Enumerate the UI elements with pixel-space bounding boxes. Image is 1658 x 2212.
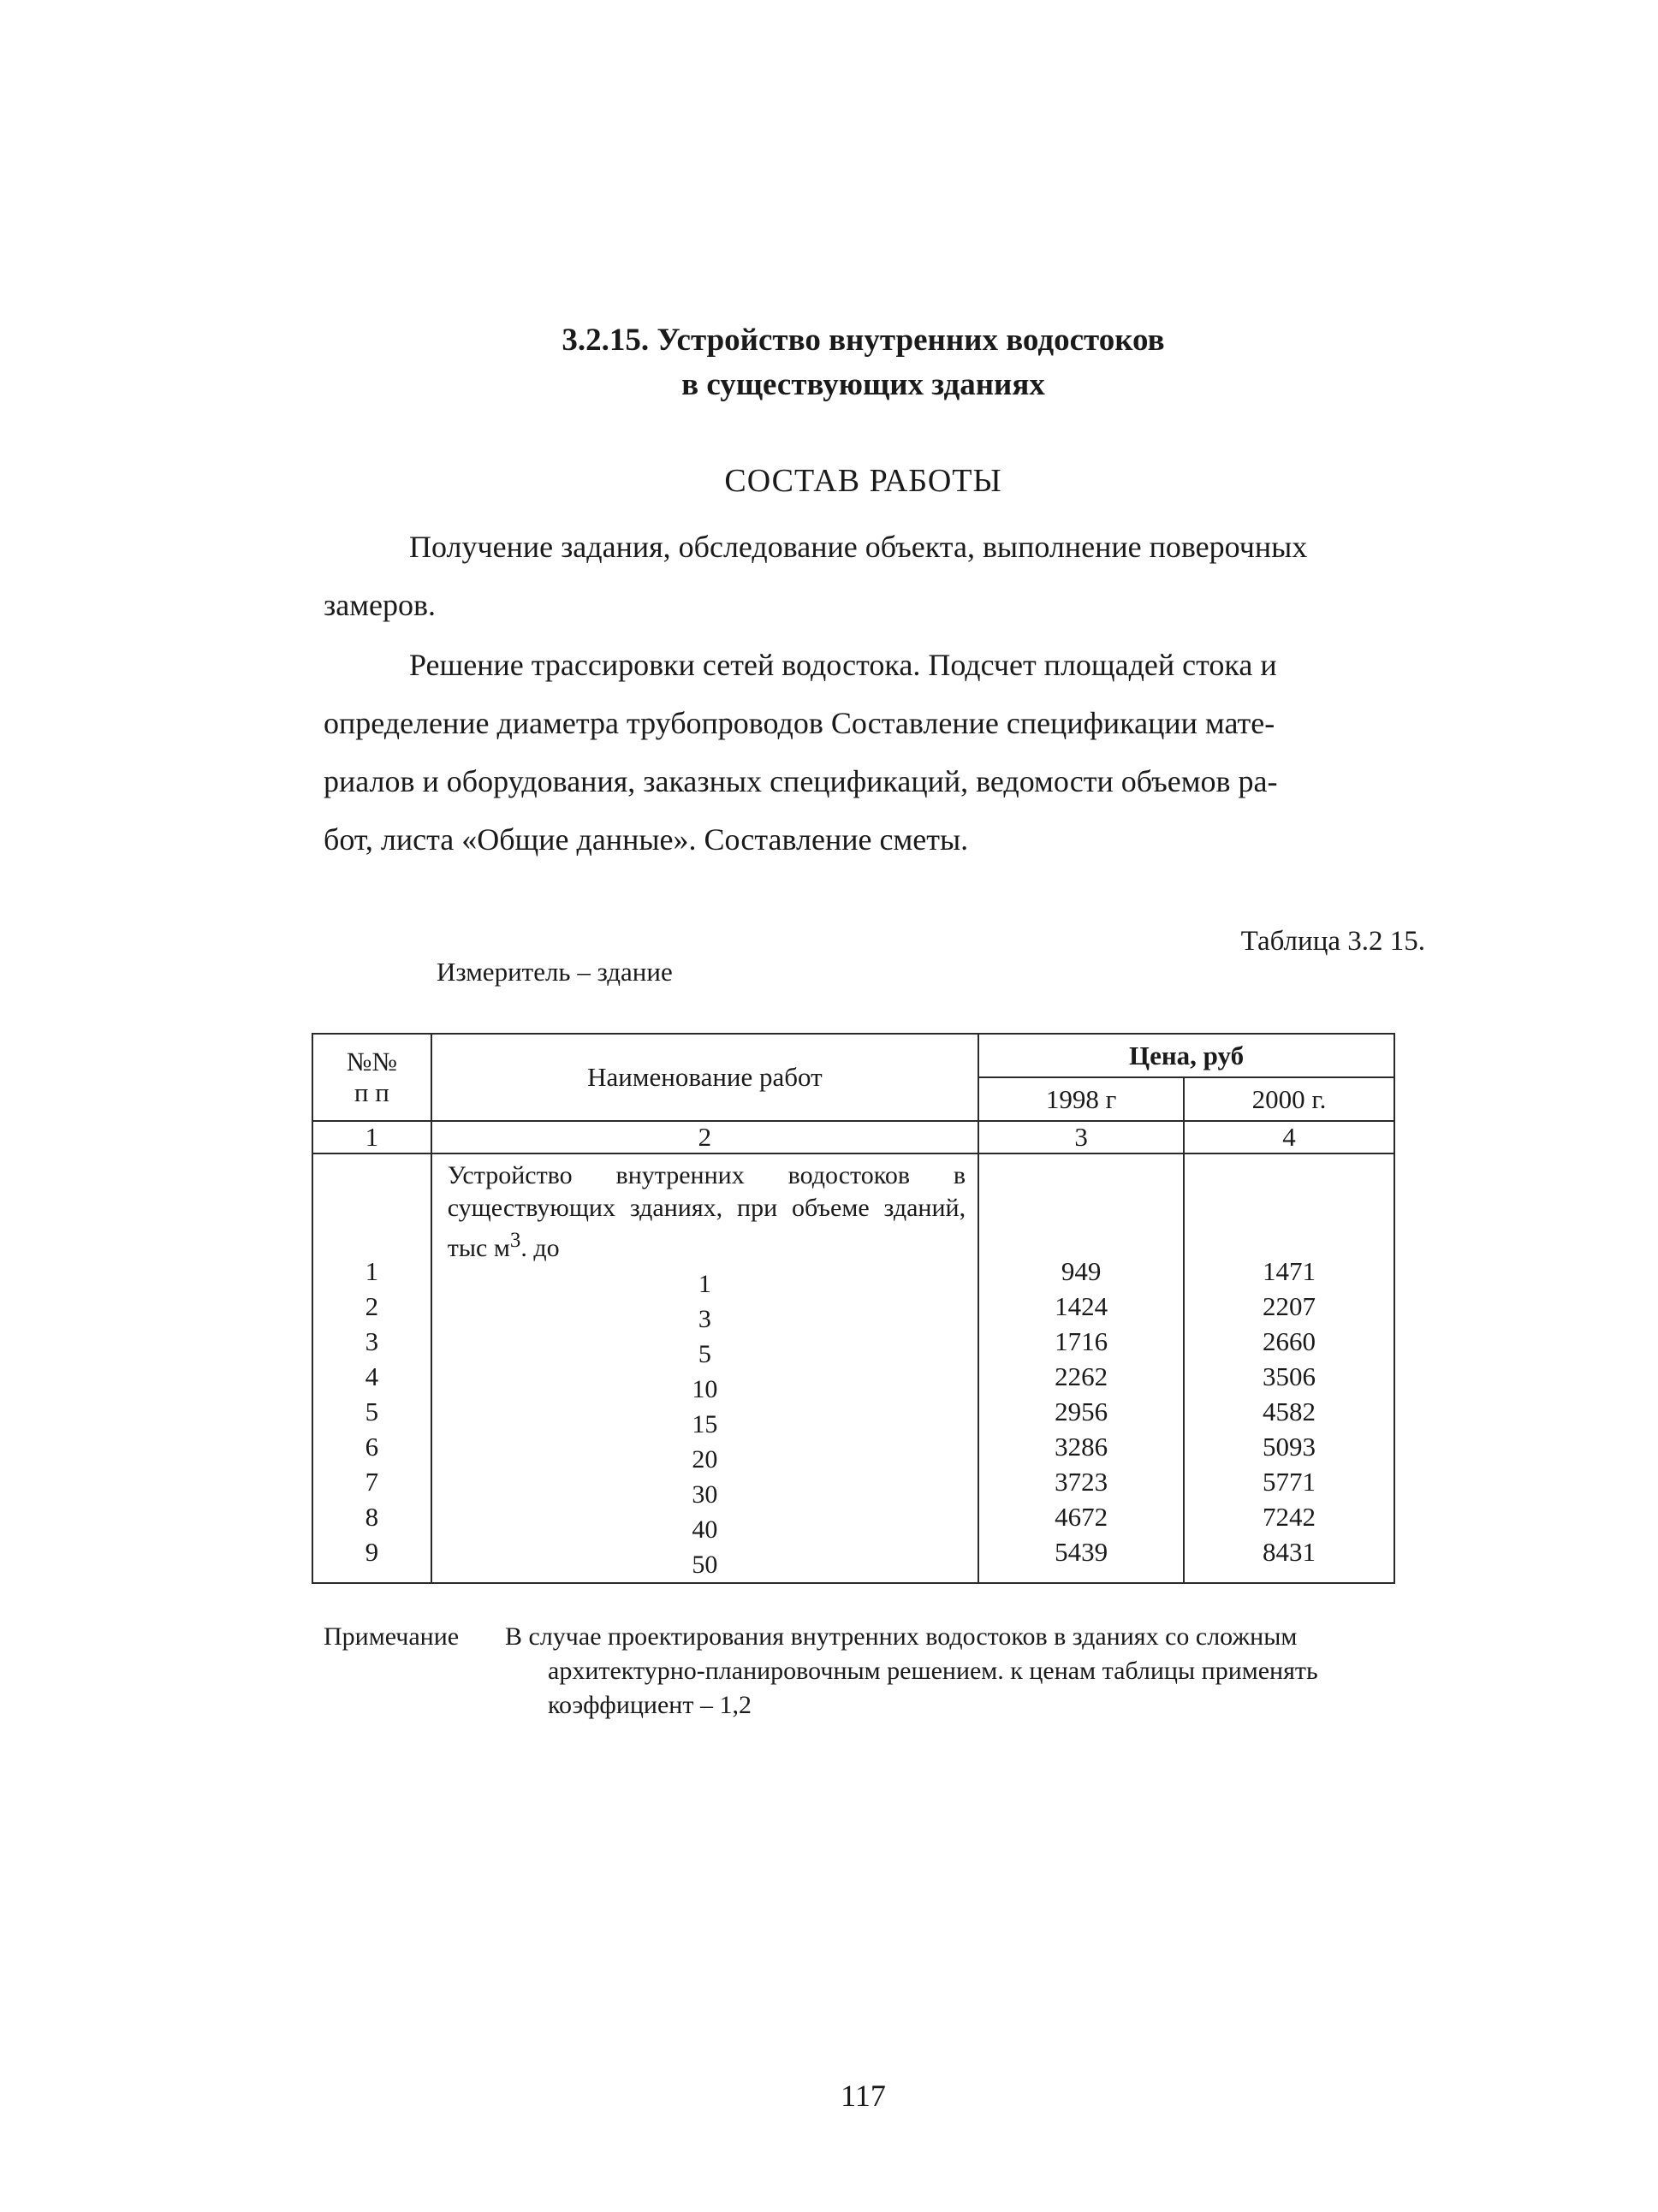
description-superscript: 3: [509, 1229, 521, 1252]
price-1998: 4672: [1055, 1502, 1108, 1532]
volume-value: 3: [698, 1305, 711, 1333]
volume-value: 10: [692, 1375, 718, 1403]
price-2000: 5771: [1263, 1467, 1316, 1497]
volume-value: 50: [692, 1551, 718, 1579]
row-number: 3: [365, 1326, 379, 1356]
row-number: 9: [365, 1537, 379, 1567]
row-number: 4: [365, 1361, 379, 1391]
volume-value: 30: [692, 1480, 718, 1509]
note-line-1: В случае проектирования внутренних водостоков в зданиях со сложным: [505, 1622, 1298, 1651]
paragraph-2-line-1: Решение трассировки сетей водостока. Подсчет площадей стока и: [409, 648, 1277, 682]
volume-value: 15: [692, 1410, 718, 1438]
paragraph-2-line-3: риалов и оборудования, заказных спецификаций, ведомости объемов ра-: [324, 764, 1278, 798]
volume-value: 5: [698, 1340, 711, 1368]
column-number-1: 1: [312, 1121, 431, 1153]
price-1998: 2262: [1055, 1361, 1108, 1391]
price-2000: 3506: [1263, 1361, 1316, 1391]
paragraph-1: [324, 518, 1428, 634]
price-2000-column: [1184, 1153, 1394, 1583]
price-1998: 1716: [1055, 1326, 1108, 1356]
row-number: 6: [365, 1432, 379, 1462]
column-number-2: 2: [431, 1121, 978, 1153]
price-1998: 1424: [1055, 1291, 1108, 1321]
row-number: 8: [365, 1502, 379, 1532]
price-2000: 4582: [1263, 1397, 1316, 1426]
measure-unit: Измеритель – здание: [437, 957, 673, 987]
column-number-3: 3: [978, 1121, 1184, 1153]
note-line-3: коэффициент – 1,2: [548, 1691, 752, 1719]
volume-value: 40: [692, 1515, 718, 1544]
header-price: Цена, руб: [978, 1034, 1394, 1077]
header-number: [312, 1034, 431, 1121]
price-1998: 5439: [1055, 1537, 1108, 1567]
row-number: 5: [365, 1397, 379, 1426]
section-heading: [0, 318, 1658, 407]
page-number: 117: [841, 2079, 886, 2113]
header-year-1998: 1998 г: [978, 1077, 1184, 1121]
price-2000: 1471: [1263, 1256, 1316, 1286]
note-text: [505, 1620, 1421, 1723]
price-1998: 949: [1061, 1256, 1102, 1286]
volume-value: 20: [692, 1445, 718, 1474]
price-1998: 2956: [1055, 1397, 1108, 1426]
volume-value: 1: [698, 1270, 711, 1298]
heading-line-1: 3.2.15. Устройство внутренних водостоков: [562, 323, 1165, 358]
price-1998: 3723: [1055, 1467, 1108, 1497]
row-number-column: [312, 1153, 431, 1583]
description-tail: . до: [520, 1234, 560, 1262]
heading-line-2: в существующих зданиях: [681, 367, 1045, 402]
price-1998: 3286: [1055, 1432, 1108, 1462]
paragraph-1-line-2: замеров.: [324, 588, 436, 622]
column-number-4: 4: [1184, 1121, 1394, 1153]
header-work-name: Наименование работ: [431, 1034, 978, 1121]
price-2000: 2207: [1263, 1291, 1316, 1321]
price-2000: 5093: [1263, 1432, 1316, 1462]
paragraph-2-line-4: бот, листа «Общие данные». Составление сметы.: [324, 822, 969, 857]
price-table: [312, 1033, 1395, 1584]
price-2000: 2660: [1263, 1326, 1316, 1356]
note-line-2: архитектурно-планировочным решением. к ценам таблицы применять: [548, 1657, 1318, 1685]
row-number: 7: [365, 1467, 379, 1497]
header-number-line-1: №№: [346, 1047, 397, 1076]
price-2000: 8431: [1263, 1537, 1316, 1567]
work-description: [448, 1159, 966, 1265]
row-number: 1: [365, 1256, 379, 1286]
work-composition-title: СОСТАВ РАБОТЫ: [724, 463, 1002, 499]
note-label: Примечание: [324, 1622, 460, 1651]
header-year-2000: 2000 г.: [1184, 1077, 1394, 1121]
price-2000: 7242: [1263, 1502, 1316, 1532]
table-note: [324, 1620, 1421, 1723]
table-caption: Таблица 3.2 15.: [1240, 926, 1425, 957]
volume-list: [432, 1266, 978, 1582]
header-number-line-2: п п: [354, 1077, 389, 1107]
paragraph-2-line-2: определение диаметра трубопроводов Составление спецификации мате-: [324, 706, 1275, 740]
paragraph-1-line-1: Получение задания, обследование объекта, выполнение поверочных: [409, 530, 1308, 564]
price-1998-column: [978, 1153, 1184, 1583]
description-main: Устройство внутренних водостоков в существующих зданиях, при объеме зданий, тыс м: [447, 1161, 966, 1262]
paragraph-2: [324, 636, 1428, 869]
row-number: 2: [365, 1291, 379, 1321]
work-description-column: [431, 1153, 978, 1583]
